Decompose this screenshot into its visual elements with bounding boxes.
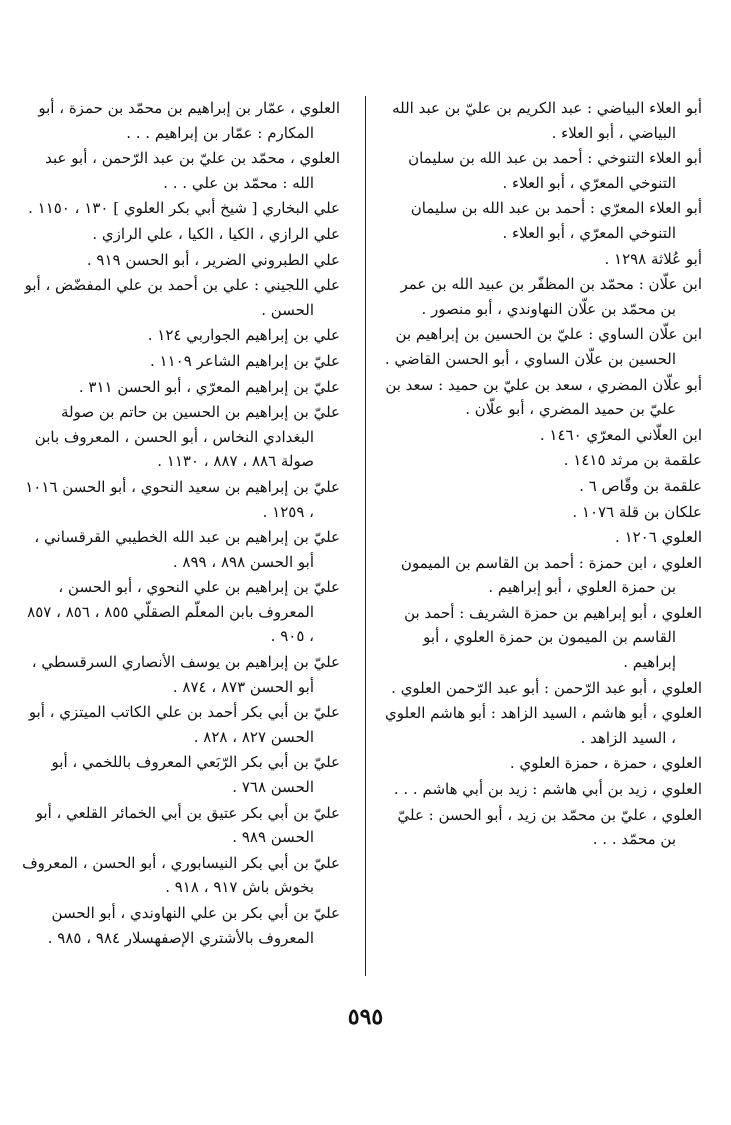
index-entry: علقمة بن وقّاص ٦ .	[579, 476, 702, 495]
index-entry: علي الرازي ، الكيا ، الكيا ، علي الرازي .	[92, 224, 340, 243]
index-entry: عليّ بن إبراهيم بن علي النحوي ، أبو الحسن ، المعروف بابن المعلّم الصقلّي ٨٥٥ ، ٨٥٦ ، ٨٥٧ ، ٩٠٥ .	[27, 578, 340, 646]
index-entry: العلوي ، محمّد بن عليّ بن عبد الرّحمن ، أبو عبد الله : محمّد بن علي . . .	[45, 149, 340, 192]
index-entry: العلوي ، زيد بن أبي هاشم : زيد بن أبي هاشم . . .	[393, 780, 702, 799]
index-entry: علكان بن قلة ١٠٧٦ .	[572, 502, 702, 521]
index-entry: أبو علّان المضري ، سعد بن عليّ بن حميد : سعد بن عليّ بن حميد المضري ، أبو علّان .	[385, 375, 702, 419]
index-entry: عليّ بن أبي بكر الرّبَعي المعروف باللخمي ، أبو الحسن ٧٦٨ .	[51, 753, 340, 797]
index-entry: أبو العلاء البياضي : عبد الكريم بن عليّ بن عبد الله البياضي ، أبو العلاء .	[392, 99, 702, 142]
index-entry: عليّ بن إبراهيم الشاعر ١١٠٩ .	[150, 351, 340, 370]
index-entry: أبو العلاء المعرّي : أحمد بن عبد الله بن سليمان التنوخي المعرّي ، أبو العلاء .	[410, 199, 702, 242]
index-entry: العلوي ، أبو عبد الرّحمن : أبو عبد الرّحمن العلوي .	[391, 678, 702, 697]
index-entry: عليّ بن إبراهيم بن عبد الله الخطيبي القرقساني ، أبو الحسن ٨٩٨ ، ٨٩٩ .	[34, 528, 340, 571]
index-entry: أبو العلاء التنوخي : أحمد بن عبد الله بن سليمان التنوخي المعرّي ، أبو العلاء .	[408, 149, 702, 192]
index-column-left	[22, 96, 340, 951]
index-entry: عليّ بن أبي بكر النيسابوري ، أبو الحسن ، المعروف بخوش باش ٩١٧ ، ٩١٨ .	[22, 853, 340, 897]
index-entry: عليّ بن إبراهيم بن يوسف الأنصاري السرقسطي ، أبو الحسن ٨٧٣ ، ٨٧٤ .	[31, 653, 340, 696]
column-divider	[365, 96, 366, 976]
page-number: ٥٩٥	[347, 1004, 384, 1030]
index-entry: العلوي ، أبو إبراهيم بن حمزة الشريف : أحمد بن القاسم بن الميمون بن حمزة العلوي ، أبو إبراهيم .	[404, 603, 702, 672]
index-entry: العلوي ، عليّ بن محمّد بن زيد ، أبو الحسن : عليّ بن محمّد . . .	[397, 805, 702, 849]
index-column-right	[384, 96, 702, 853]
index-entry: عليّ بن أبي بكر أحمد بن علي الكاتب الميتزي ، أبو الحسن ٨٢٧ ، ٨٢٨ .	[28, 703, 340, 746]
index-entry: عليّ بن أبي بكر عتيق بن أبي الخمائر القلعي ، أبو الحسن ٩٨٩ .	[35, 803, 340, 847]
index-entry: العلوي ، حمزة ، حمزة العلوي .	[509, 754, 702, 773]
index-entry: علي بن إبراهيم الجواربي ١٢٤ .	[147, 326, 340, 345]
index-entry: علي الطبروني الضرير ، أبو الحسن ٩١٩ .	[86, 250, 340, 269]
index-entry: علي البخاري [ شيخ أبي بكر العلوي ] ١٣٠ ، ١١٥٠ .	[28, 199, 340, 218]
index-entry: العلوي ، أبو هاشم ، السيد الزاهد : أبو هاشم العلوي ، السيد الزاهد .	[384, 704, 702, 747]
index-entry: عليّ بن أبي بكر بن علي النهاوندي ، أبو الحسن المعروف بالأشتري الإصفهسلار ٩٨٤ ، ٩٨٥ .	[47, 904, 340, 947]
index-entry: علقمة بن مرثد ١٤١٥ .	[563, 451, 702, 470]
index-entry: عليّ بن إبراهيم بن الحسين بن حاتم بن صولة البغدادي النخاس ، أبو الحسن ، المعروف بابن صولة ٨٨٦ ، ٨٨٧ ، ١١٣٠ .	[34, 403, 340, 471]
index-entry: ابن علّان الساوي : عليّ بن الحسين بن إبراهيم بن الحسين بن علّان الساوي ، أبو الحسن القاضي .	[384, 325, 702, 368]
index-entry: عليّ بن إبراهيم المعرّي ، أبو الحسن ٣١١ .	[78, 377, 340, 396]
index-entry: علي اللجيني : علي بن أحمد بن علي المفضّض ، أبو الحسن .	[24, 276, 340, 319]
index-entry: العلوي ١٢٠٦ .	[615, 528, 702, 547]
index-entry: ابن علّان : محمّد بن المظفّر بن عبيد الله بن عمر بن محمّد بن علّان النهاوندي ، أبو منصور .	[400, 275, 702, 318]
index-entry: عليّ بن إبراهيم بن سعيد النحوي ، أبو الحسن ١٠١٦ ، ١٢٥٩ .	[25, 477, 340, 521]
index-entry: العلوي ، عمّار بن إبراهيم بن محمّد بن حمزة ، أبو المكارم : عمّار بن إبراهيم . . .	[38, 99, 340, 142]
index-entry: أبو عُلاثة ١٢٩٨ .	[604, 249, 702, 268]
index-entry: العلوي ، ابن حمزة : أحمد بن القاسم بن الميمون بن حمزة العلوي ، أبو إبراهيم .	[400, 553, 702, 597]
index-entry: ابن العلّاني المعرّي ١٤٦٠ .	[539, 425, 702, 444]
